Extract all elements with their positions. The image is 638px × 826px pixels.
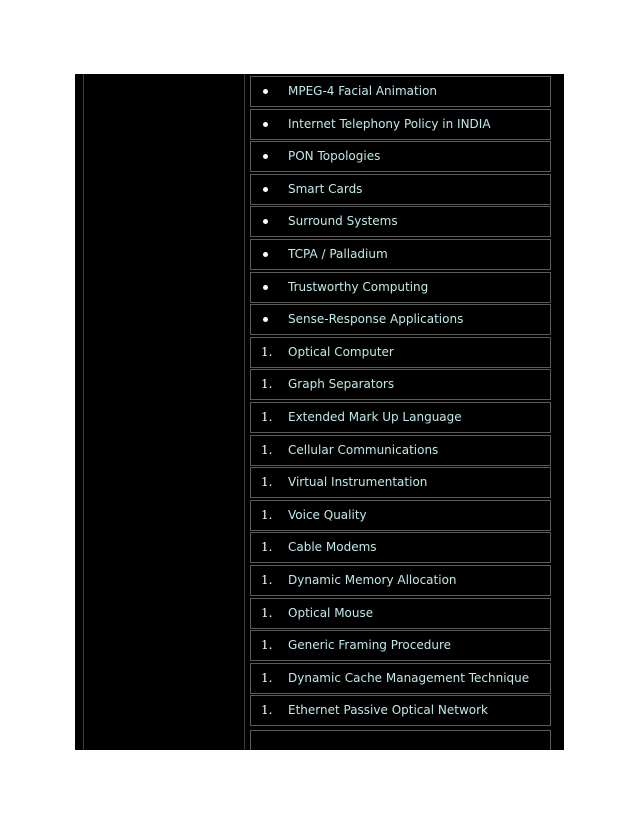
bullet-icon xyxy=(263,154,268,159)
list-item-label: PON Topologies xyxy=(288,149,381,164)
list-item xyxy=(250,500,551,531)
list-item-label: Ethernet Passive Optical Network xyxy=(288,703,488,718)
list-number: 1. xyxy=(261,638,273,653)
list-item-label: TCPA / Palladium xyxy=(288,247,388,261)
list-item xyxy=(250,532,551,563)
bullet-icon xyxy=(263,187,268,192)
list-item xyxy=(250,598,551,629)
list-number: 1. xyxy=(261,344,273,359)
topics-table xyxy=(75,74,564,750)
list-number: 1. xyxy=(261,573,273,587)
list-item-label: Dynamic Cache Management Technique xyxy=(288,670,530,685)
list-item-label: Extended Mark Up Language xyxy=(288,410,462,424)
list-item xyxy=(250,435,551,466)
list-item-label: Dynamic Memory Allocation xyxy=(288,573,457,587)
bullet-icon xyxy=(263,317,268,322)
list-item xyxy=(250,76,551,107)
list-item xyxy=(250,272,551,303)
list-item-label: Optical Mouse xyxy=(288,605,374,620)
list-item xyxy=(250,174,551,205)
list-item-label: MPEG-4 Facial Animation xyxy=(288,84,438,98)
bullet-icon xyxy=(263,219,268,224)
list-number: 1. xyxy=(261,475,273,490)
list-item-label: Virtual Instrumentation xyxy=(288,475,428,490)
list-item-label: Trustworthy Computing xyxy=(288,279,429,294)
list-item xyxy=(250,369,551,400)
list-item-label: Generic Framing Procedure xyxy=(288,638,452,653)
list-item xyxy=(250,630,551,661)
list-item xyxy=(250,695,551,726)
left-column xyxy=(83,74,245,750)
list-number: 1. xyxy=(261,670,273,685)
list-item-label: Optical Computer xyxy=(288,344,394,359)
list-number: 1. xyxy=(261,410,273,424)
list-number: 1. xyxy=(261,377,273,392)
list-number: 1. xyxy=(261,540,273,555)
bullet-icon xyxy=(263,252,268,257)
list-item xyxy=(250,304,551,335)
bullet-icon xyxy=(263,285,268,290)
list-item-label: Sense-Response Applications xyxy=(288,312,464,327)
list-number: 1. xyxy=(261,507,273,522)
list-item xyxy=(250,206,551,237)
list-number: 1. xyxy=(261,703,273,718)
list-item-label: Surround Systems xyxy=(288,214,398,229)
list-item-label: Cellular Communications xyxy=(288,442,439,457)
bullet-icon xyxy=(263,122,268,127)
list-item xyxy=(250,141,551,172)
list-item xyxy=(250,337,551,368)
list-item xyxy=(250,467,551,498)
bullet-icon xyxy=(263,89,268,94)
list-item-label: Voice Quality xyxy=(288,507,367,522)
list-item-label: Smart Cards xyxy=(288,181,363,196)
list-item xyxy=(250,239,551,270)
list-number: 1. xyxy=(261,605,273,620)
list-item xyxy=(250,109,551,140)
list-item xyxy=(250,663,551,694)
empty-row xyxy=(250,730,551,750)
topics-column xyxy=(250,74,551,750)
list-item-label: Internet Telephony Policy in INDIA xyxy=(288,116,491,131)
list-item-label: Cable Modems xyxy=(288,540,377,555)
list-number: 1. xyxy=(261,442,273,457)
list-item xyxy=(250,565,551,596)
list-item-label: Graph Separators xyxy=(288,377,395,392)
list-item xyxy=(250,402,551,433)
